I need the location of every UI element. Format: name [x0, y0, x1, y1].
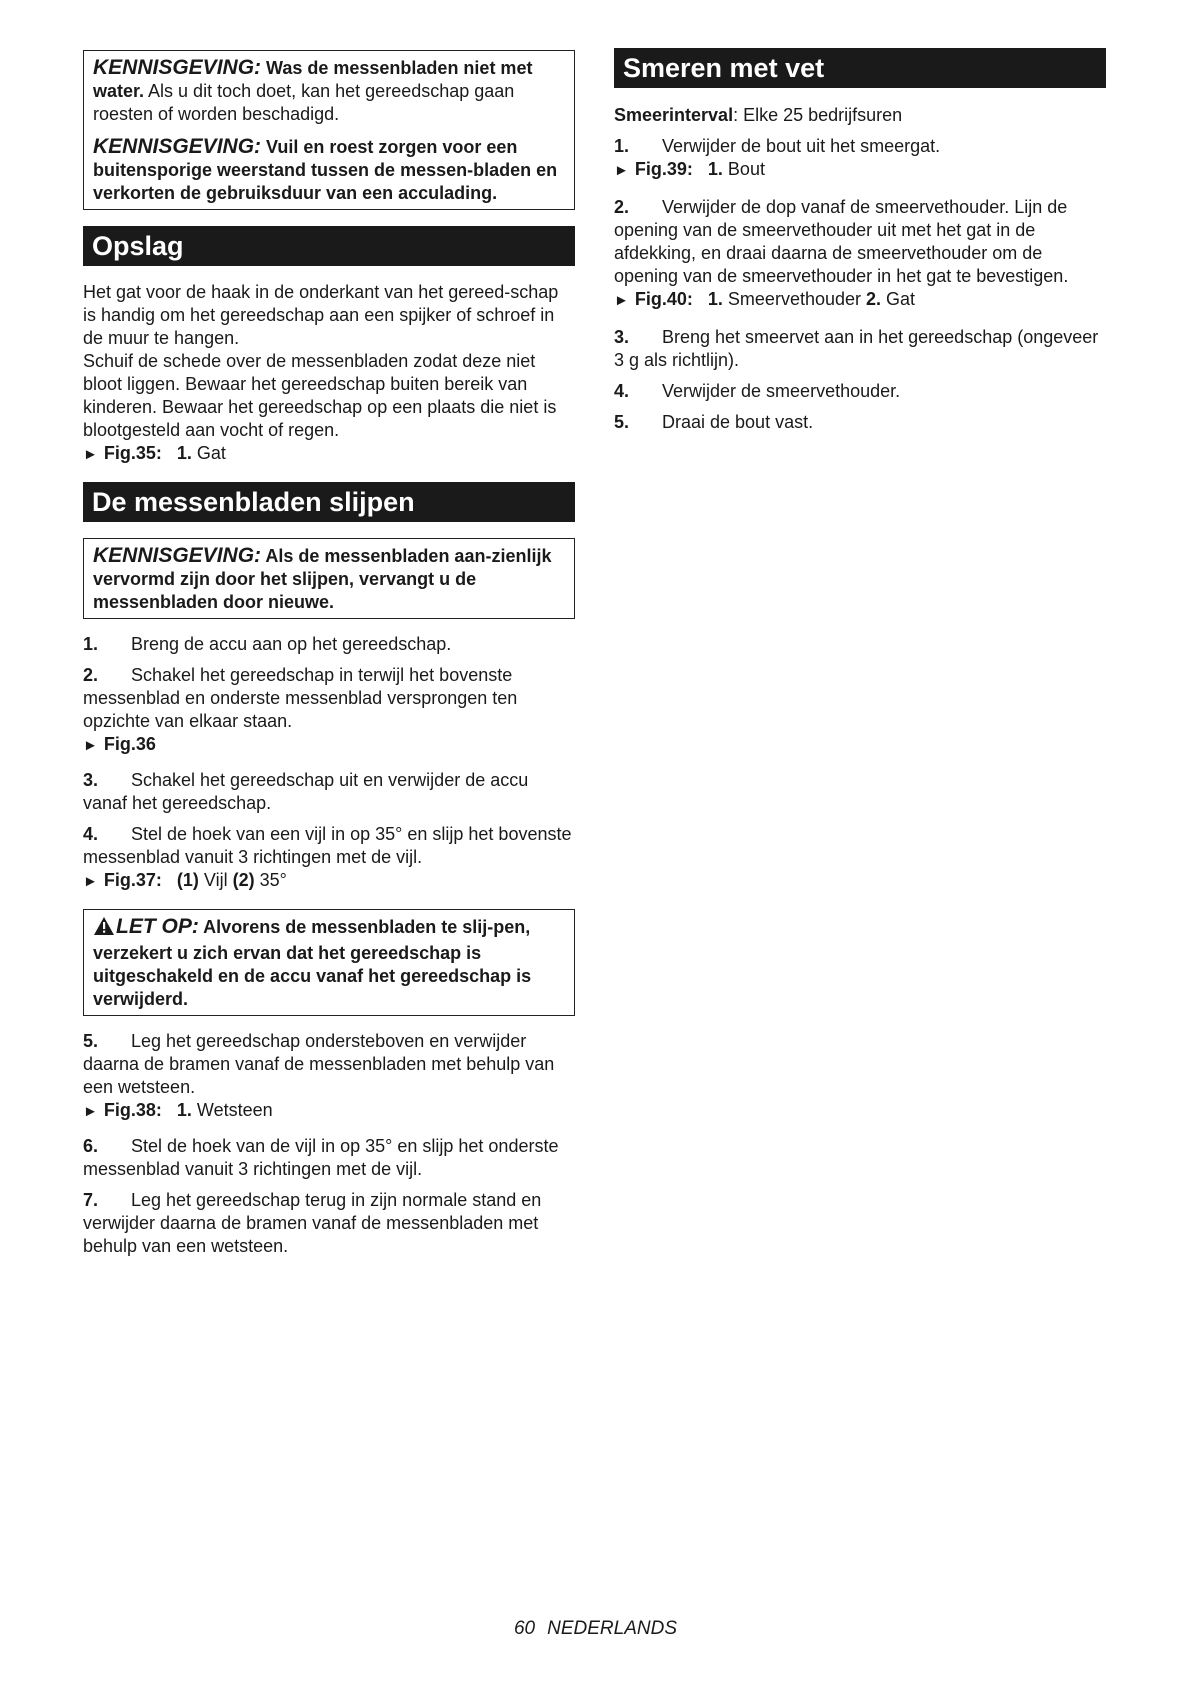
slijpen-step-5: 5. Leg het gereedschap ondersteboven en verwijder daarna de bramen vanaf de messenbladen met behulp van een wetsteen. ► Fig.38: 1. Wetsteen: [83, 1030, 575, 1123]
page-footer: [0, 1618, 1191, 1640]
opslag-para1: Het gat voor de haak in de onderkant van het gereed-schap is handig om het gereedschap aan een spijker of schroef in de muur te hangen.: [83, 282, 559, 348]
caution-text: LET OP: Alvorens de messenbladen te slij-pen, verzekert u zich ervan dat het gereedschap is uitgeschakeld en de accu vanaf het gereedschap is verwijderd.: [93, 915, 532, 1009]
notice-box-water: [83, 50, 575, 210]
page-number: 60: [513, 1618, 536, 1639]
smeren-step-5: 5. Draai de bout vast.: [614, 412, 814, 432]
smeren-step-2: 2. Verwijder de dop vanaf de smeervethouder. Lijn de opening van de smeervethouder uit met het gat in de afdekking, en draai daarna de smeervethouder om de opening van de smeervethouder in het gat te bevestigen. ► Fig.40: 1. Smeervethouder 2. Gat: [614, 196, 1106, 312]
notice-water: KENNISGEVING: Was de messenbladen niet met water. Als u dit toch doet, kan het gereedschap gaan roesten of worden beschadigd.: [93, 56, 533, 124]
fig39-ref: ► Fig.39: 1. Bout: [614, 159, 765, 179]
opslag-para2: Schuif de schede over de messenbladen zodat deze niet bloot liggen. Bewaar het gereedschap buiten bereik van kinderen. Bewaar het gereedschap op een plaats die niet is blootgesteld aan vocht of regen.: [83, 351, 557, 440]
slijpen-step-4: 4. Stel de hoek van een vijl in op 35° en slijp het bovenste messenblad vanuit 3 richtingen met de vijl. ► Fig.37: (1) Vijl (2) 35°: [83, 823, 575, 893]
arrow-right-icon: ►: [83, 446, 98, 463]
notice-rust: KENNISGEVING: Vuil en roest zorgen voor een buitensporige weerstand tussen de messen-bladen en verkorten de gebruiksduur van een acculading.: [93, 135, 558, 203]
arrow-right-icon: ►: [614, 292, 629, 309]
fig36-ref: ► Fig.36: [83, 734, 156, 754]
notice-vervormd: KENNISGEVING: Als de messenbladen aan-zienlijk vervormd zijn door het slijpen, vervangt u de messenbladen door nieuwe.: [93, 544, 552, 612]
smeren-step-4: 4. Verwijder de smeervethouder.: [614, 381, 901, 401]
heading-smeren: Smeren met vet: [614, 48, 1106, 88]
notice-box-vervormd: [83, 538, 575, 619]
slijpen-step-3: 3. Schakel het gereedschap uit en verwijder de accu vanaf het gereedschap.: [83, 770, 529, 813]
heading-slijpen: De messenbladen slijpen: [83, 482, 575, 522]
arrow-right-icon: ►: [83, 1103, 98, 1120]
smeerinterval: Smeerinterval: Elke 25 bedrijfsuren: [614, 105, 903, 125]
arrow-right-icon: ►: [83, 873, 98, 890]
caution-box: [83, 909, 575, 1016]
left-column: [83, 50, 575, 1258]
smeren-step-3: 3. Breng het smeervet aan in het gereedschap (ongeveer 3 g als richtlijn).: [614, 327, 1099, 370]
smeren-step-1: 1. Verwijder de bout uit het smeergat. ► Fig.39: 1. Bout: [614, 135, 1106, 182]
slijpen-step-6: 6. Stel de hoek van de vijl in op 35° en slijp het onderste messenblad vanuit 3 richtingen met de vijl.: [83, 1136, 559, 1179]
slijpen-step-1: 1. Breng de accu aan op het gereedschap.: [83, 634, 452, 654]
arrow-right-icon: ►: [83, 737, 98, 754]
slijpen-step-7: 7. Leg het gereedschap terug in zijn normale stand en verwijder daarna de bramen vanaf de messenbladen met behulp van een wetsteen.: [83, 1190, 542, 1256]
right-column: [614, 48, 1106, 434]
fig35-ref: ► Fig.35: 1. Gat: [83, 443, 226, 463]
fig40-ref: ► Fig.40: 1. Smeervethouder 2. Gat: [614, 289, 916, 309]
fig38-ref: ► Fig.38: 1. Wetsteen: [83, 1100, 273, 1120]
slijpen-step-2: 2. Schakel het gereedschap in terwijl het bovenste messenblad en onderste messenblad versprongen ten opzichte van elkaar staan. ► Fig.36: [83, 664, 575, 757]
fig37-ref: ► Fig.37: (1) Vijl (2) 35°: [83, 870, 287, 890]
warning-triangle-icon: [93, 916, 115, 942]
arrow-right-icon: ►: [614, 162, 629, 179]
language-label: NEDERLANDS: [547, 1618, 677, 1639]
heading-opslag: Opslag: [83, 226, 575, 266]
